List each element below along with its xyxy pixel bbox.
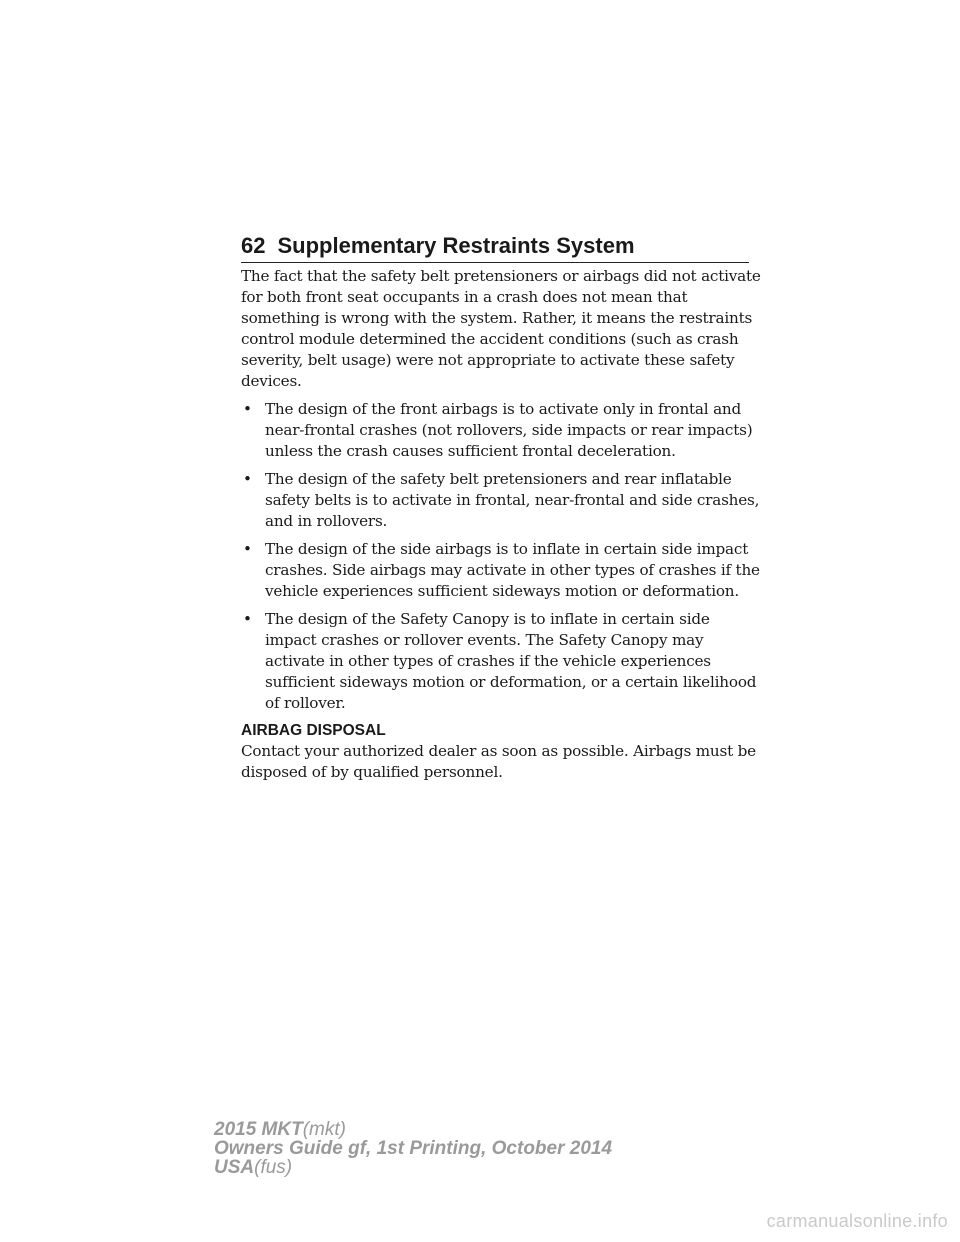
bullet-icon: • bbox=[243, 610, 252, 628]
document-footer bbox=[214, 1120, 612, 1177]
disposal-paragraph: Contact your authorized dealer as soon as possible. Airbags must be disposed of by qualified personnel. bbox=[241, 742, 756, 781]
list-item-text: The design of the front airbags is to activate only in frontal and near-frontal crashes (not rollovers, side impacts or rear impacts) unless the crash causes sufficient frontal deceleration. bbox=[265, 400, 753, 460]
footer-model-code: (mkt) bbox=[302, 1119, 346, 1140]
footer-market-code: (fus) bbox=[254, 1157, 293, 1178]
list-item-text: The design of the side airbags is to inflate in certain side impact crashes. Side airbags may activate in other types of crashes if the vehicle experiences sufficient sideways motion or deformation. bbox=[265, 540, 760, 600]
page-content bbox=[241, 266, 761, 783]
page-header bbox=[241, 228, 749, 263]
footer-line-2: Owners Guide gf, 1st Printing, October 2014 bbox=[214, 1138, 613, 1159]
bullet-list bbox=[241, 399, 761, 714]
footer-market: USA bbox=[214, 1157, 255, 1178]
bullet-icon: • bbox=[243, 540, 252, 558]
list-item-text: The design of the Safety Canopy is to inflate in certain side impact crashes or rollover events. The Safety Canopy may activate in other types of crashes if the vehicle experiences sufficient sideways motion or deformation, or a certain likelihood of rollover. bbox=[265, 610, 757, 712]
bullet-icon: • bbox=[243, 400, 252, 418]
footer-line-3 bbox=[214, 1158, 612, 1177]
page-number: 62 bbox=[241, 233, 266, 258]
list-item-text: The design of the safety belt pretensioners and rear inflatable safety belts is to activate in frontal, near-frontal and side crashes, and in rollovers. bbox=[265, 470, 760, 530]
watermark: carmanualsonline.info bbox=[766, 1211, 948, 1231]
intro-paragraph: The fact that the safety belt pretensioners or airbags did not activate for both front seat occupants in a crash does not mean that something is wrong with the system. Rather, it means the restraints control module determined the accident conditions (such as crash severity, belt usage) were not appropriate to activate these safety devices. bbox=[241, 267, 761, 390]
bullet-icon: • bbox=[243, 470, 252, 488]
footer-model: 2015 MKT bbox=[214, 1119, 303, 1140]
footer-line-1 bbox=[214, 1120, 612, 1139]
subheading-airbag-disposal: AIRBAG DISPOSAL bbox=[241, 722, 386, 739]
list-item bbox=[241, 539, 761, 602]
list-item bbox=[241, 609, 761, 714]
section-title: Supplementary Restraints System bbox=[277, 233, 635, 258]
list-item bbox=[241, 469, 761, 532]
list-item bbox=[241, 399, 761, 462]
